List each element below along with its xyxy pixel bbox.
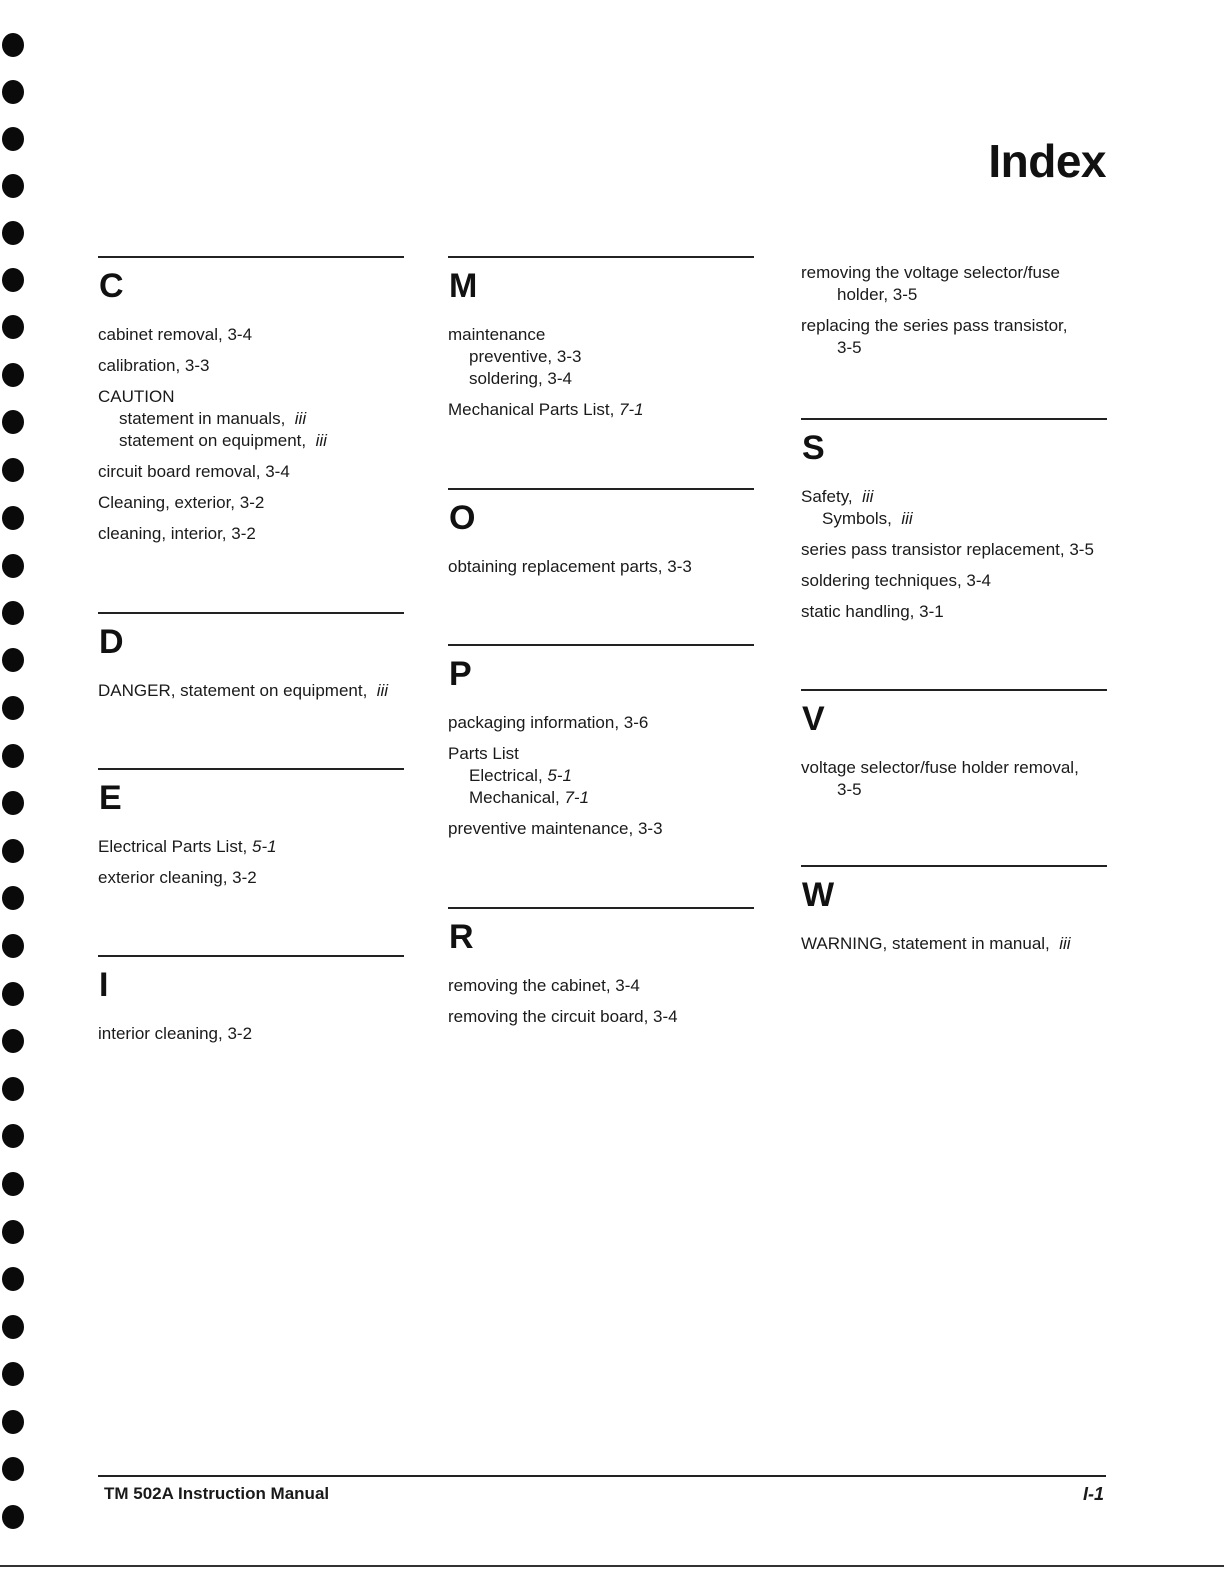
page-ref: 7-1 <box>564 788 590 807</box>
entry-text: replacing the series pass transistor, <box>801 316 1068 335</box>
entry-list <box>448 324 754 421</box>
index-entry: obtaining replacement parts, 3-3 <box>448 557 692 576</box>
index-entry: maintenance <box>448 325 546 344</box>
section-rule <box>98 256 404 258</box>
entry-text-continued: holder, 3-5 <box>837 285 918 304</box>
index-entry-group <box>448 743 754 809</box>
index-entry: interior cleaning, 3-2 <box>98 1024 253 1043</box>
index-entry: series pass transistor replacement, 3-5 <box>801 540 1094 559</box>
index-entry <box>801 933 1107 955</box>
index-section-i <box>98 955 404 1054</box>
binder-hole-icon <box>2 791 24 815</box>
index-entry: CAUTION <box>98 387 175 406</box>
index-section-p <box>448 644 754 849</box>
subentry-text: Symbols, <box>822 509 892 528</box>
index-subentry <box>448 765 754 787</box>
index-subentry <box>98 430 404 452</box>
binder-hole-icon <box>2 648 24 672</box>
index-entry: cleaning, interior, 3-2 <box>98 524 256 543</box>
index-entry: cabinet removal, 3-4 <box>98 325 253 344</box>
index-section-d <box>98 612 404 711</box>
entry-list <box>801 933 1107 955</box>
index-entry: packaging information, 3-6 <box>448 713 649 732</box>
binder-hole-icon <box>2 1077 24 1101</box>
footer-rule <box>98 1475 1106 1477</box>
binder-hole-icon <box>2 1315 24 1339</box>
binder-hole-icon <box>2 221 24 245</box>
section-letter: O <box>449 499 476 537</box>
page-ref: iii <box>315 431 327 450</box>
index-entry-group <box>801 486 1107 530</box>
page-ref: iii <box>1059 934 1071 953</box>
binder-hole-icon <box>2 268 24 292</box>
entry-list <box>448 712 754 840</box>
index-section-r <box>448 907 754 1037</box>
entry-text: WARNING, statement in manual, <box>801 934 1050 953</box>
footer-manual-title: TM 502A Instruction Manual <box>104 1484 330 1503</box>
binder-hole-icon <box>2 127 24 151</box>
index-section-v <box>801 689 1107 810</box>
page-ref: 7-1 <box>619 400 644 419</box>
index-section-m <box>448 256 754 430</box>
entry-list <box>98 324 404 545</box>
binder-hole-icon <box>2 601 24 625</box>
binder-hole-icon <box>2 506 24 530</box>
binder-hole-icon <box>2 315 24 339</box>
entry-text: Electrical Parts List, <box>98 837 248 856</box>
section-rule <box>448 256 754 258</box>
index-subentry <box>98 408 404 430</box>
index-entry: Parts List <box>448 744 519 763</box>
section-rule <box>801 865 1107 867</box>
section-letter: P <box>449 655 472 693</box>
page-ref: iii <box>294 409 307 428</box>
section-rule <box>98 955 404 957</box>
index-entry <box>801 262 1107 306</box>
binder-hole-icon <box>2 554 24 578</box>
binder-hole-icon <box>2 1124 24 1148</box>
entry-list <box>98 680 404 702</box>
binder-hole-icon <box>2 1505 24 1529</box>
page-title: Index <box>988 135 1106 187</box>
index-entry-group <box>448 324 754 390</box>
entry-text: Mechanical Parts List, <box>448 400 615 419</box>
index-section-e <box>98 768 404 898</box>
section-letter: E <box>99 779 122 817</box>
index-entry: Cleaning, exterior, 3-2 <box>98 493 265 512</box>
page-ref: iii <box>901 509 913 528</box>
binder-hole-icon <box>2 33 24 57</box>
index-entry <box>801 486 1107 508</box>
section-letter: D <box>99 623 124 661</box>
subentry-text: Mechanical, <box>469 788 560 807</box>
section-rule <box>801 689 1107 691</box>
binder-holes <box>0 0 40 1582</box>
section-letter: W <box>802 876 835 914</box>
index-entry: static handling, 3-1 <box>801 602 944 621</box>
index-entry <box>98 680 404 702</box>
section-letter: I <box>99 966 109 1004</box>
page-ref: iii <box>376 681 389 700</box>
subentry-text: Electrical, <box>469 766 543 785</box>
entry-list <box>98 836 404 889</box>
index-continued-r <box>801 262 1107 368</box>
page-bottom-edge <box>0 1565 1224 1567</box>
index-section-s <box>801 418 1107 632</box>
footer-page-number: I-1 <box>1082 1484 1104 1504</box>
entry-list <box>448 975 754 1028</box>
section-letter: R <box>449 918 474 956</box>
section-rule <box>448 644 754 646</box>
entry-list <box>448 556 754 578</box>
index-section-c <box>98 256 404 554</box>
binder-hole-icon <box>2 1362 24 1386</box>
index-entry: exterior cleaning, 3-2 <box>98 868 257 887</box>
binder-hole-icon <box>2 839 24 863</box>
binder-hole-icon <box>2 982 24 1006</box>
page-ref: 5-1 <box>547 766 572 785</box>
section-rule <box>98 612 404 614</box>
index-entry <box>98 836 404 858</box>
section-letter: S <box>802 429 825 467</box>
entry-text: Safety, <box>801 487 853 506</box>
index-entry: soldering techniques, 3-4 <box>801 571 991 590</box>
subentry-text: statement in manuals, <box>119 409 286 428</box>
binder-hole-icon <box>2 1410 24 1434</box>
binder-hole-icon <box>2 1457 24 1481</box>
binder-hole-icon <box>2 410 24 434</box>
binder-hole-icon <box>2 1029 24 1053</box>
index-subentry: preventive, 3-3 <box>469 347 582 366</box>
binder-hole-icon <box>2 934 24 958</box>
index-section-w <box>801 865 1107 964</box>
page-ref: iii <box>862 487 874 506</box>
entry-text: voltage selector/fuse holder removal, <box>801 758 1079 777</box>
index-entry-group <box>98 386 404 452</box>
entry-text: DANGER, statement on equipment, <box>98 681 368 700</box>
subentry-text: statement on equipment, <box>119 431 307 450</box>
binder-hole-icon <box>2 1172 24 1196</box>
index-entry: removing the cabinet, 3-4 <box>448 976 640 995</box>
section-rule <box>801 418 1107 420</box>
index-entry: preventive maintenance, 3-3 <box>448 819 663 838</box>
entry-list <box>801 486 1107 623</box>
index-subentry <box>448 787 754 809</box>
entry-text: removing the voltage selector/fuse <box>801 263 1060 282</box>
section-rule <box>448 907 754 909</box>
section-letter: M <box>449 267 478 305</box>
index-entry <box>448 399 754 421</box>
section-rule <box>448 488 754 490</box>
index-entry <box>801 315 1107 359</box>
binder-hole-icon <box>2 744 24 768</box>
binder-hole-icon <box>2 363 24 387</box>
binder-hole-icon <box>2 1220 24 1244</box>
binder-hole-icon <box>2 886 24 910</box>
binder-hole-icon <box>2 80 24 104</box>
binder-hole-icon <box>2 458 24 482</box>
section-rule <box>98 768 404 770</box>
entry-text-continued: 3-5 <box>837 338 862 357</box>
index-entry: calibration, 3-3 <box>98 356 210 375</box>
section-letter: C <box>99 267 124 305</box>
entry-list <box>801 757 1107 801</box>
entry-list <box>98 1023 404 1045</box>
index-subentry: soldering, 3-4 <box>469 369 573 388</box>
binder-hole-icon <box>2 1267 24 1291</box>
index-entry <box>801 757 1107 801</box>
entry-text-continued: 3-5 <box>837 780 862 799</box>
index-subentry <box>801 508 1107 530</box>
binder-hole-icon <box>2 174 24 198</box>
index-entry: removing the circuit board, 3-4 <box>448 1007 678 1026</box>
index-entry: circuit board removal, 3-4 <box>98 462 290 481</box>
section-letter: V <box>802 700 825 738</box>
index-section-o <box>448 488 754 587</box>
page-ref: 5-1 <box>252 837 277 856</box>
binder-hole-icon <box>2 696 24 720</box>
